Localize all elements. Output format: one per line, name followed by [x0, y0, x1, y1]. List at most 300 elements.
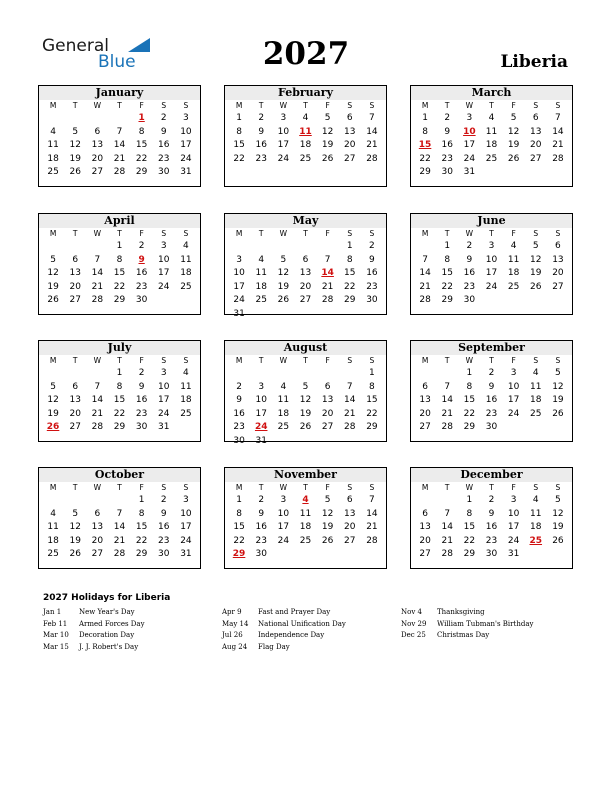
day-cell: 15 [233, 522, 245, 532]
holiday-date: Dec 25 [401, 631, 426, 639]
day-cell: 1 [116, 368, 123, 378]
day-cell: 4 [510, 241, 517, 251]
day-cell: 8 [116, 381, 123, 392]
day-cell: 30 [255, 549, 267, 559]
day-cell: 7 [324, 254, 331, 265]
day-cell: 10 [277, 126, 290, 137]
holiday-date: Mar 15 [43, 642, 69, 651]
holiday-day-cell: 1 [138, 113, 145, 123]
day-cell: 28 [321, 295, 334, 305]
day-cell: 30 [135, 422, 148, 432]
day-cell: 13 [299, 268, 312, 278]
day-cell: 14 [91, 395, 104, 405]
day-cell: 26 [299, 422, 312, 432]
day-cell: 17 [507, 522, 520, 532]
day-cell: 19 [69, 535, 81, 546]
day-cell: 20 [419, 535, 431, 546]
day-cell: 26 [321, 535, 334, 546]
day-cell: 6 [422, 508, 428, 519]
day-cell: 31 [233, 308, 245, 319]
weekday-label: S [183, 356, 189, 365]
day-cell: 7 [444, 508, 451, 519]
empty-day-cell [294, 367, 316, 381]
day-cell: 6 [72, 381, 79, 392]
day-cell: 1 [236, 113, 242, 123]
holiday-item [222, 630, 402, 642]
holiday-name: Independence Day [258, 631, 325, 639]
weekday-label: S [369, 356, 375, 365]
holiday-item [43, 630, 223, 642]
day-cell: 1 [116, 241, 123, 251]
day-cell: 24 [180, 535, 192, 546]
day-cell: 13 [530, 126, 542, 137]
day-cell: 29 [135, 167, 148, 177]
day-cell: 17 [233, 281, 245, 292]
day-cell: 17 [180, 522, 192, 532]
holiday-day-cell: 11 [299, 126, 312, 137]
day-cell: 20 [69, 281, 81, 292]
month-january [38, 85, 201, 187]
day-cell: 13 [552, 254, 564, 265]
day-cell: 22 [463, 408, 476, 419]
holiday-name: J. J. Robert's Day [79, 642, 139, 651]
weekday-label: T [489, 101, 494, 110]
weekday-header [411, 355, 572, 366]
weekday-label: M [49, 101, 57, 110]
day-cell: 4 [302, 113, 309, 123]
empty-day-cell [108, 112, 130, 126]
day-cell: 2 [369, 241, 375, 251]
holiday-item [222, 607, 402, 619]
day-cell: 28 [366, 153, 378, 164]
day-cell: 22 [463, 535, 476, 546]
day-cell: 3 [236, 254, 242, 265]
day-cell: 11 [255, 268, 267, 278]
day-cell: 3 [183, 113, 189, 123]
day-cell: 18 [299, 140, 312, 150]
day-cell: 27 [69, 422, 81, 432]
weekday-label: W [93, 229, 102, 238]
holiday-date: Mar 10 [43, 631, 69, 639]
logo-blue-text: Blue [98, 52, 136, 72]
holidays-column [401, 607, 581, 642]
day-cell: 8 [236, 508, 242, 519]
day-cell: 5 [555, 495, 561, 505]
day-cell: 31 [507, 549, 520, 559]
weekday-label: T [444, 229, 450, 238]
day-cell: 10 [507, 381, 520, 392]
weekday-label: F [139, 483, 144, 492]
month-name: May [225, 214, 386, 228]
day-cell: 2 [488, 368, 495, 378]
day-cell: 23 [135, 281, 148, 292]
weekday-label: T [117, 101, 122, 110]
day-grid [39, 494, 200, 562]
day-cell: 25 [299, 535, 312, 546]
day-cell: 15 [441, 268, 453, 278]
country-name: Liberia [500, 52, 568, 72]
month-name: February [225, 86, 386, 100]
empty-day-cell [317, 367, 339, 381]
empty-day-cell [64, 367, 86, 381]
month-october [38, 467, 201, 569]
weekday-label: W [465, 101, 474, 110]
weekday-header [39, 355, 200, 366]
day-cell: 28 [113, 549, 126, 559]
day-cell: 10 [180, 508, 192, 519]
day-cell: 19 [552, 395, 564, 405]
day-cell: 25 [277, 422, 290, 432]
weekday-label: S [369, 229, 375, 238]
weekday-label: S [161, 483, 167, 492]
day-cell: 23 [255, 153, 267, 164]
weekday-label: S [347, 229, 353, 238]
holiday-name: Christmas Day [437, 631, 490, 639]
day-cell: 5 [72, 126, 79, 137]
day-cell: 21 [441, 535, 453, 546]
day-cell: 25 [485, 153, 498, 164]
day-cell: 24 [158, 408, 170, 419]
day-cell: 18 [530, 395, 542, 405]
weekday-header [225, 228, 386, 239]
weekday-label: F [139, 229, 144, 238]
day-cell: 19 [47, 408, 59, 419]
empty-day-cell [436, 367, 458, 381]
day-cell: 30 [441, 167, 453, 177]
weekday-label: F [325, 356, 330, 365]
empty-day-cell [86, 367, 108, 381]
day-cell: 22 [366, 408, 378, 419]
weekday-label: T [258, 483, 264, 492]
day-cell: 6 [555, 241, 561, 251]
day-cell: 6 [346, 495, 353, 505]
day-cell: 20 [344, 522, 356, 532]
empty-day-cell [64, 240, 86, 254]
day-cell: 15 [366, 395, 378, 405]
day-cell: 16 [485, 522, 498, 532]
weekday-label: S [161, 101, 167, 110]
day-cell: 4 [280, 381, 287, 392]
day-cell: 7 [116, 508, 123, 519]
day-cell: 31 [255, 435, 267, 446]
weekday-label: S [555, 229, 561, 238]
day-cell: 29 [113, 295, 126, 305]
day-cell: 20 [299, 281, 312, 292]
month-september [410, 340, 573, 442]
day-cell: 18 [277, 408, 290, 419]
day-cell: 25 [299, 153, 312, 164]
weekday-label: T [117, 356, 122, 365]
day-cell: 2 [160, 495, 167, 505]
day-grid [225, 367, 386, 448]
day-grid [225, 240, 386, 321]
empty-day-cell [228, 240, 250, 254]
day-cell: 1 [138, 495, 145, 505]
weekday-label: S [347, 356, 353, 365]
day-cell: 5 [72, 508, 79, 519]
weekday-label: S [183, 229, 189, 238]
day-cell: 27 [419, 549, 431, 559]
day-cell: 15 [135, 140, 148, 150]
month-name: December [411, 468, 572, 482]
weekday-label: T [489, 229, 494, 238]
day-cell: 23 [158, 535, 170, 546]
day-cell: 6 [72, 254, 79, 265]
day-cell: 16 [135, 268, 148, 278]
day-cell: 18 [507, 268, 520, 278]
page-title-year: 2027 [262, 36, 350, 72]
day-cell: 22 [135, 535, 148, 546]
weekday-label: T [489, 356, 494, 365]
day-cell: 30 [485, 422, 498, 432]
day-cell: 20 [530, 140, 542, 150]
logo-general-text: General [42, 36, 109, 56]
day-cell: 17 [158, 268, 170, 278]
day-cell: 12 [321, 508, 334, 519]
day-cell: 4 [50, 126, 56, 137]
day-cell: 14 [344, 395, 356, 405]
weekday-header [225, 100, 386, 111]
day-cell: 7 [555, 113, 561, 123]
day-cell: 25 [47, 167, 59, 177]
day-cell: 7 [422, 254, 428, 265]
day-cell: 20 [69, 408, 81, 419]
day-cell: 28 [366, 535, 378, 546]
day-cell: 19 [321, 140, 334, 150]
day-cell: 29 [135, 549, 148, 559]
day-grid [39, 112, 200, 180]
weekday-label: F [511, 356, 516, 365]
weekday-label: F [511, 483, 516, 492]
day-cell: 23 [366, 281, 378, 292]
day-cell: 3 [160, 241, 167, 251]
holiday-date: Nov 29 [401, 619, 427, 628]
day-cell: 9 [138, 381, 145, 392]
weekday-label: T [444, 101, 450, 110]
day-cell: 10 [158, 254, 170, 265]
holiday-name: William Tubman's Birthday [437, 619, 534, 628]
weekday-label: S [347, 101, 353, 110]
weekday-label: S [369, 483, 375, 492]
day-cell: 26 [69, 167, 81, 177]
day-cell: 17 [277, 522, 290, 532]
day-cell: 19 [507, 140, 520, 150]
day-cell: 7 [94, 254, 101, 265]
day-cell: 6 [324, 381, 331, 392]
weekday-label: W [279, 101, 288, 110]
day-cell: 12 [47, 268, 59, 278]
day-cell: 3 [258, 381, 265, 392]
day-cell: 12 [507, 126, 520, 137]
day-cell: 8 [236, 126, 242, 137]
day-cell: 2 [444, 113, 451, 123]
day-cell: 22 [113, 281, 126, 292]
day-cell: 14 [419, 268, 431, 278]
holiday-name: New Year's Day [79, 608, 135, 616]
day-cell: 16 [255, 140, 267, 150]
day-cell: 18 [180, 268, 192, 278]
day-cell: 7 [369, 113, 375, 123]
holiday-item [43, 642, 223, 654]
day-cell: 31 [463, 167, 476, 177]
day-cell: 14 [113, 140, 126, 150]
holiday-day-cell: 10 [463, 126, 476, 137]
day-cell: 18 [255, 281, 267, 292]
weekday-label: M [49, 356, 57, 365]
empty-day-cell [42, 367, 64, 381]
empty-day-cell [42, 112, 64, 126]
weekday-label: W [93, 356, 102, 365]
day-cell: 13 [69, 395, 81, 405]
day-cell: 14 [366, 126, 378, 137]
day-cell: 10 [180, 126, 192, 137]
empty-day-cell [414, 494, 436, 508]
day-cell: 9 [488, 508, 495, 519]
day-cell: 25 [255, 295, 267, 305]
weekday-label: M [421, 229, 429, 238]
weekday-label: M [235, 356, 243, 365]
day-cell: 26 [530, 281, 542, 292]
day-cell: 27 [299, 295, 312, 305]
holiday-day-cell: 29 [232, 549, 246, 559]
holiday-name: Flag Day [258, 642, 290, 651]
weekday-label: T [72, 229, 78, 238]
day-cell: 9 [444, 126, 451, 137]
day-cell: 21 [552, 140, 564, 150]
day-cell: 29 [463, 422, 476, 432]
day-cell: 13 [419, 395, 431, 405]
day-cell: 27 [344, 153, 356, 164]
day-cell: 17 [158, 395, 170, 405]
day-cell: 24 [277, 535, 290, 546]
day-cell: 16 [463, 268, 476, 278]
day-cell: 23 [135, 408, 148, 419]
day-cell: 29 [366, 422, 378, 432]
weekday-label: T [303, 356, 308, 365]
day-cell: 20 [91, 535, 104, 546]
empty-day-cell [272, 240, 294, 254]
day-cell: 1 [444, 241, 451, 251]
holiday-name: National Unification Day [258, 619, 346, 628]
day-cell: 30 [463, 295, 476, 305]
weekday-label: S [533, 229, 539, 238]
holiday-day-cell: 4 [302, 495, 309, 505]
day-cell: 24 [277, 153, 290, 164]
day-cell: 10 [485, 254, 498, 265]
holiday-name: Thanksgiving [437, 608, 485, 616]
weekday-label: S [555, 483, 561, 492]
day-cell: 21 [321, 281, 334, 292]
day-cell: 26 [321, 153, 334, 164]
day-cell: 23 [485, 535, 498, 546]
empty-day-cell [250, 240, 272, 254]
day-cell: 26 [507, 153, 520, 164]
day-cell: 4 [258, 254, 265, 265]
month-november [224, 467, 387, 569]
day-cell: 12 [69, 522, 81, 532]
day-cell: 2 [138, 368, 145, 378]
day-cell: 26 [69, 549, 81, 559]
empty-day-cell [42, 494, 64, 508]
holiday-item [401, 619, 581, 631]
day-cell: 8 [369, 381, 375, 392]
day-cell: 28 [419, 295, 431, 305]
day-cell: 11 [47, 522, 59, 532]
day-cell: 11 [530, 508, 542, 519]
weekday-label: W [465, 356, 474, 365]
day-grid [225, 494, 386, 562]
weekday-label: S [369, 101, 375, 110]
day-cell: 9 [466, 254, 473, 265]
day-cell: 22 [441, 281, 453, 292]
month-april [38, 213, 201, 315]
day-cell: 18 [485, 140, 498, 150]
day-cell: 28 [91, 295, 104, 305]
day-cell: 5 [50, 254, 56, 265]
day-cell: 17 [463, 140, 476, 150]
day-cell: 23 [233, 422, 245, 432]
day-cell: 30 [485, 549, 498, 559]
month-name: June [411, 214, 572, 228]
day-cell: 28 [344, 422, 356, 432]
day-cell: 4 [532, 495, 539, 505]
day-cell: 21 [441, 408, 453, 419]
day-cell: 8 [138, 126, 145, 137]
day-cell: 9 [488, 381, 495, 392]
day-cell: 8 [466, 508, 473, 519]
day-cell: 7 [346, 381, 353, 392]
day-cell: 5 [324, 113, 331, 123]
day-cell: 12 [277, 268, 290, 278]
day-cell: 10 [233, 268, 245, 278]
day-cell: 30 [158, 549, 170, 559]
day-cell: 31 [180, 167, 192, 177]
day-cell: 16 [158, 140, 170, 150]
weekday-label: M [235, 101, 243, 110]
day-cell: 25 [47, 549, 59, 559]
weekday-label: S [533, 356, 539, 365]
holiday-day-cell: 15 [418, 140, 432, 150]
day-cell: 2 [138, 241, 145, 251]
day-cell: 17 [507, 395, 520, 405]
day-cell: 23 [255, 535, 267, 546]
day-cell: 28 [113, 167, 126, 177]
day-cell: 14 [366, 508, 378, 519]
day-cell: 13 [91, 140, 104, 150]
month-name: August [225, 341, 386, 355]
day-cell: 27 [321, 422, 334, 432]
day-cell: 11 [180, 381, 192, 392]
day-cell: 25 [180, 281, 192, 292]
month-august [224, 340, 387, 446]
day-cell: 11 [530, 381, 542, 392]
weekday-header [411, 228, 572, 239]
day-cell: 11 [47, 140, 59, 150]
day-cell: 25 [507, 281, 520, 292]
holiday-item [222, 619, 402, 631]
weekday-label: T [72, 356, 78, 365]
weekday-label: S [533, 483, 539, 492]
empty-day-cell [339, 367, 361, 381]
weekday-label: W [465, 483, 474, 492]
weekday-label: T [303, 483, 308, 492]
weekday-label: S [555, 101, 561, 110]
empty-day-cell [228, 367, 250, 381]
day-cell: 14 [441, 395, 453, 405]
day-cell: 2 [466, 241, 473, 251]
day-cell: 6 [422, 381, 428, 392]
day-cell: 29 [441, 295, 453, 305]
